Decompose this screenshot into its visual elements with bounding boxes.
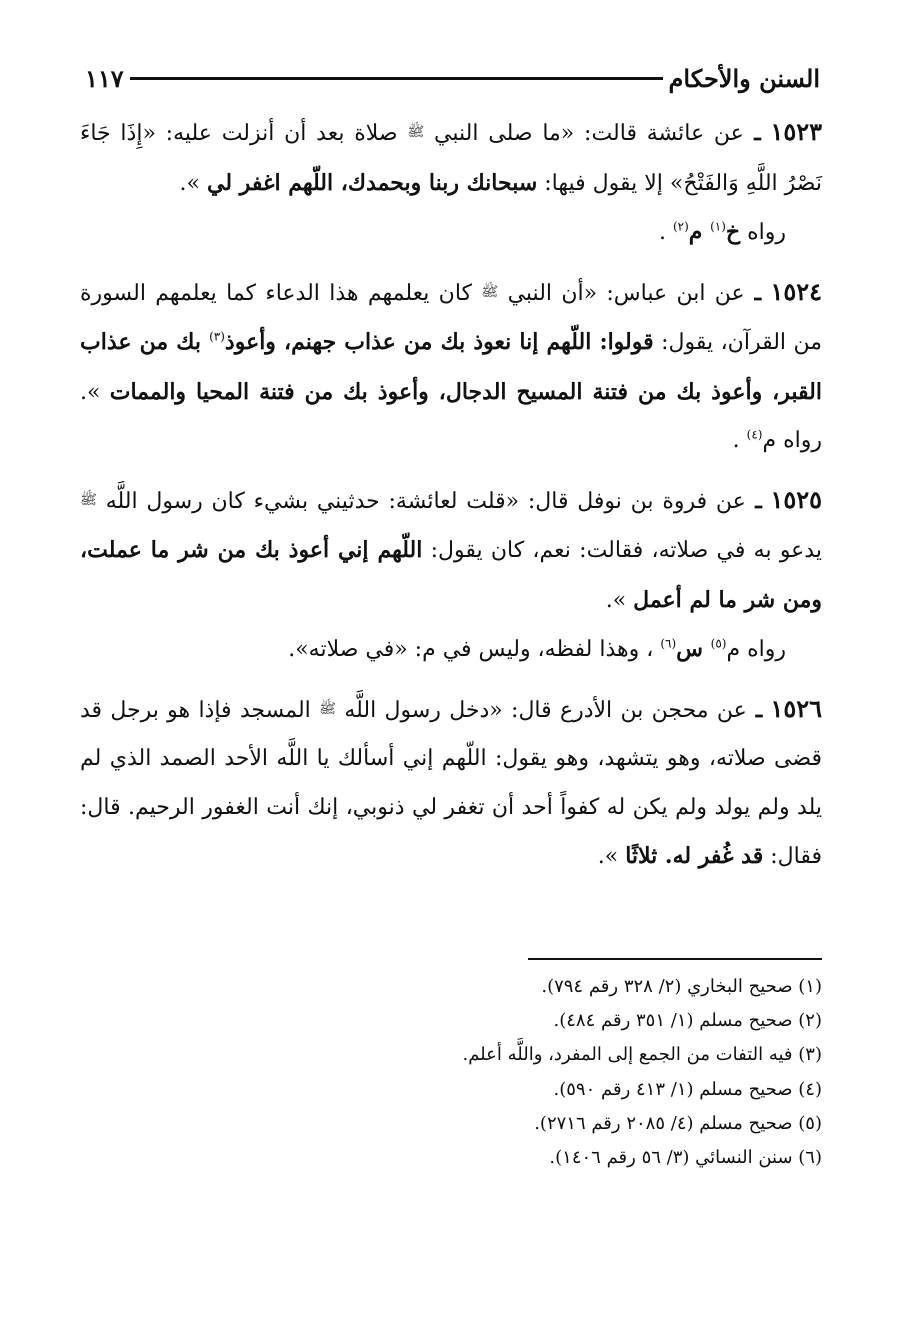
footnote-5: (٥) صحيح مسلم (٤/ ٢٠٨٥ رقم ٢٧١٦). — [534, 1112, 822, 1134]
salutation-glyph: ﷺ — [319, 700, 337, 717]
hadith-supplication: اللّهم إني أعوذ بك من شر ما عملت، ومن شر ما لم أعمل — [80, 537, 822, 613]
salutation-glyph: ﷺ — [481, 283, 499, 300]
hadith-text: عن عائشة قالت: «ما صلى النبي — [424, 121, 744, 146]
hadith-1523 — [80, 108, 822, 258]
hadith-number: ١٥٢٤ — [770, 276, 822, 306]
hadith-1524: ١٥٢٤ ـ عن ابن عباس: «أن النبي ﷺ كان يعلمهم هذا الدعاء كما يعلمهم السورة من القرآن، يقول: قولوا: اللّهم إنا نعوذ بك من عذاب جهنم، وأعوذ$^{(٣)}$ بك من عذاب القبر، وأعوذ بك من فتنة المسيح الدجال، وأعوذ بك من فتنة المحيا والممات ». رواه م$^{(٤)}$ . — [80, 276, 823, 453]
hadith-reference: رواه خ$^{(١)}$ م$^{(٢)}$ . — [658, 219, 786, 245]
footnotes — [80, 970, 822, 1175]
hadith-text-end: ». رواه م — [80, 379, 822, 453]
salutation-glyph: ﷺ — [80, 491, 97, 508]
hadith-supplication: قد غُفر له. ثلاثًا — [625, 843, 764, 869]
hadith-1525 — [80, 476, 822, 675]
hadith-text: عن فروة بن نوفل قال: «قلت لعائشة: حدثيني بشيء كان رسول اللَّه — [96, 488, 746, 514]
separator: ـ — [744, 279, 762, 306]
hadith-text-end: ». — [605, 587, 627, 613]
header-rule — [130, 77, 663, 80]
separator: ـ — [743, 120, 761, 146]
hadith-1526 — [80, 685, 822, 882]
separator: ـ — [745, 487, 762, 514]
footnote-1: (١) صحيح البخاري (٢/ ٣٢٨ رقم ٧٩٤). — [541, 976, 822, 997]
footnote-4: (٤) صحيح مسلم (١/ ٤١٣ رقم ٥٩٠). — [553, 1078, 822, 1100]
footnote-marker[interactable]: (٤) — [746, 427, 763, 442]
salutation-glyph: ﷺ — [407, 124, 425, 140]
page-number: ١١٧ — [85, 63, 124, 93]
footnote-marker[interactable]: (١) — [710, 219, 726, 234]
hadith-text-end: ». — [179, 170, 200, 196]
footnote-marker[interactable]: (٣) — [209, 329, 225, 344]
footnote-2: (٢) صحيح مسلم (١/ ٣٥١ رقم ٤٨٤). — [553, 1010, 822, 1032]
header-title: السنن والأحكام — [668, 63, 820, 93]
footnote-3: (٣) فيه التفات من الجمع إلى المفرد، واللَّه أعلم. — [462, 1044, 822, 1066]
separator: ـ — [746, 696, 763, 723]
hadith-text: عن ابن عباس: «أن النبي — [498, 280, 745, 306]
hadith-number: ١٥٢٥ — [770, 484, 823, 514]
footnote-marker[interactable]: (٥) — [710, 636, 727, 651]
hadith-text: صلاة بعد أن أنزلت عليه: «إِذَا جَاءَ نَصْرُ اللَّهِ وَالفَتْحُ» إلا يقول فيها: — [80, 121, 822, 196]
footnote-marker[interactable]: (٦) — [660, 636, 677, 651]
footnote-6: (٦) سنن النسائي (٣/ ٥٦ رقم ١٤٠٦). — [549, 1147, 822, 1169]
hadith-reference: رواه م$^{(٥)}$ س$^{(٦)}$ ، وهذا لفظه، وليس في م: «في صلاته». — [288, 636, 786, 662]
hadith-supplication: بك من عذاب القبر، وأعوذ بك من فتنة المسيح الدجال، وأعوذ بك من فتنة المحيا والممات — [80, 329, 822, 405]
hadith-text: يدعو به في صلاته، فقالت: نعم، كان يقول: — [422, 538, 822, 563]
hadith-supplication: سبحانك ربنا وبحمدك، اللّهم اغفر لي — [206, 169, 538, 196]
hadith-text: عن محجن بن الأدرع قال: «دخل رسول اللَّه — [336, 697, 747, 723]
hadith-number: ١٥٢٣ — [770, 117, 823, 146]
hadith-number: ١٥٢٦ — [770, 693, 823, 723]
hadith-text-end: ». — [597, 844, 619, 869]
hadith-text: المسجد فإذا هو برجل قد قضى صلاته، وهو يتشهد، وهو يقول: اللّهم إني أسألك يا اللَّه الأحد الصمد الذي لم يلد ولم يولد ولم يكن له كفواً أحد أن تغفر لي ذنوبي، إنك أنت الغفور الرحيم. قال: فقال: — [80, 697, 822, 869]
footnote-rule — [528, 958, 822, 960]
hadith-supplication: قولوا: اللّهم إنا نعوذ بك من عذاب جهنم، وأعوذ — [224, 329, 654, 355]
running-header — [85, 58, 820, 98]
main-text — [80, 108, 822, 892]
footnote-marker[interactable]: (٢) — [672, 219, 689, 234]
hadith-text: كان يعلمهم هذا الدعاء كما يعلمهم السورة من القرآن، يقول: — [80, 280, 823, 355]
